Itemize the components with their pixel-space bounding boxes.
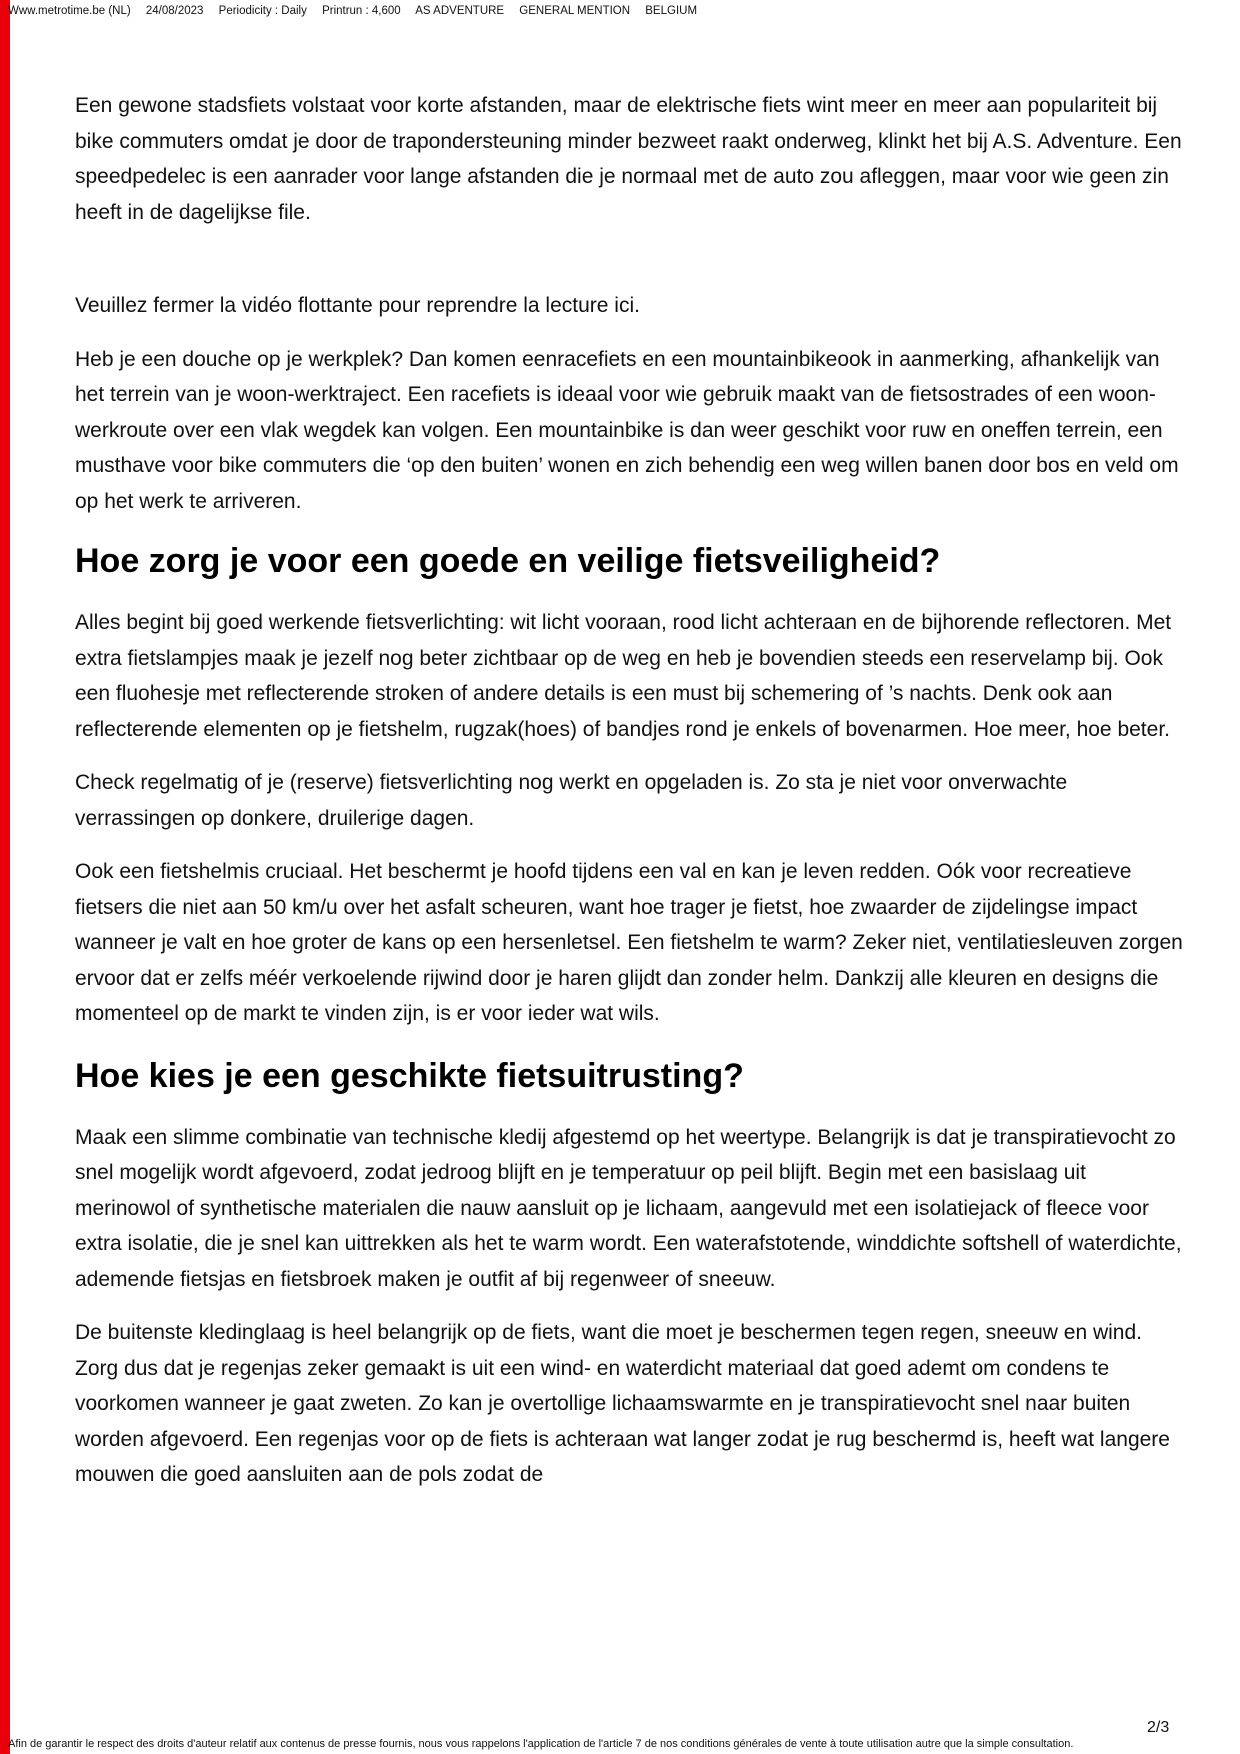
article-paragraph: Alles begint bij goed werkende fietsverlichting: wit licht vooraan, rood licht achteraan en de bijhorende reflectoren. Met extra fietslampjes maak je jezelf nog beter zichtbaar op de weg en heb je bovendien steeds een reservelamp bij. Ook een fluohesje met reflecterende stroken of andere details is een must bij schemering of ’s nachts. Denk ook aan reflecterende elementen op je fietshelm, rugzak(hoes) of bandjes rond je enkels of bovenarmen. Hoe meer, hoe beter. bbox=[75, 611, 1172, 741]
article-paragraph: Maak een slimme combinatie van technische kledij afgestemd op het weertype. Belangrijk is dat je transpiratievocht zo snel mogelijk wordt afgevoerd, zodat jedroog blijft en je temperatuur op peil blijft. Begin met een basislaag uit merinowol of synthetische materialen die nauw aansluit op je lichaam, aangevuld met een isolatiejack of fleece voor extra isolatie, die je snel kan uittrekken als het te warm wordt. Een waterafstotende, winddichte softshell of waterdichte, ademende fietsjas en fietsbroek maken je outfit af bij regenweer of sneeuw. bbox=[75, 1125, 1182, 1291]
copyright-disclaimer: Afin de garantir le respect des droits d'auteur relatif aux contenus de presse fournis, nous vous rappelons l'application de l'article 7 de nos conditions générales de vente à toute utilisation autre que la simple consultation. bbox=[8, 1738, 1074, 1750]
article-body bbox=[75, 88, 1185, 1493]
periodicity: Periodicity : Daily bbox=[218, 5, 307, 17]
article-paragraph: Heb je een douche op je werkplek? Dan komen eenracefiets en een mountainbikeook in aanmerking, afhankelijk van het terrein van je woon-werktraject. Een racefiets is ideaal voor wie gebruik maakt van de fietsostrades of een woon-werkroute over een vlak wegdek kan volgen. Een mountainbike is dan weer geschikt voor ruw en oneffen terrein, een musthave voor bike commuters die ‘op den buiten’ wonen en zich behendig een weg willen banen door bos en veld om op het werk te arriveren. bbox=[75, 347, 1179, 513]
article-paragraph: Check regelmatig of je (reserve) fietsverlichting nog werkt en opgeladen is. Zo sta je niet voor onverwachte verrassingen op donkere, druilerige dagen. bbox=[75, 771, 1068, 830]
section-heading: Hoe zorg je voor een goede en veilige fietsveiligheid? bbox=[75, 542, 941, 580]
page-number: 2/3 bbox=[1147, 1719, 1170, 1736]
publication-date: 24/08/2023 bbox=[145, 5, 204, 17]
section-heading: Hoe kies je een geschikte fietsuitrusting? bbox=[75, 1056, 744, 1095]
article-paragraph: Ook een fietshelmis cruciaal. Het beschermt je hoofd tijdens een val en kan je leven redden. Oók voor recreatieve fietsers die niet aan 50 km/u over het asfalt scheuren, want hoe trager je fietst, hoe zwaarder de zijdelingse impact wanneer je valt en hoe groter de kans op een hersenletsel. Een fietshelm te warm? Zeker niet, ventilatiesleuven zorgen ervoor dat er zelfs méér verkoelende rijwind door je haren glijdt dan zonder helm. Dankzij alle kleuren en designs die momenteel op de markt te vinden zijn, is er voor ieder wat wils. bbox=[75, 860, 1183, 1025]
press-clipping-header bbox=[8, 4, 709, 18]
article-paragraph: Een gewone stadsfiets volstaat voor korte afstanden, maar de elektrische fiets wint meer en meer aan populariteit bij bike commuters omdat je door de trapondersteuning minder bezweet raakt onderweg, klinkt het bij A.S. Adventure. Een speedpedelec is een aanrader voor lange afstanden die je normaal met de auto zou afleggen, maar voor wie geen zin heeft in de dagelijkse file. bbox=[75, 94, 1182, 224]
company-tag: AS ADVENTURE bbox=[415, 5, 505, 17]
country: BELGIUM bbox=[645, 5, 698, 17]
red-margin-bar bbox=[0, 0, 10, 1754]
article-paragraph: De buitenste kledinglaag is heel belangrijk op de fiets, want die moet je beschermen tegen regen, sneeuw en wind. Zorg dus dat je regenjas zeker gemaakt is uit een wind- en waterdicht materiaal dat goed ademt om condens te voorkomen wanneer je gaat zweten. Zo kan je overtollige lichaamswarmte en je transpiratievocht snel naar buiten worden afgevoerd. Een regenjas voor op de fiets is achteraan wat langer zodat je rug beschermd is, heeft wat langere mouwen die goed aansluiten aan de pols zodat de bbox=[75, 1321, 1170, 1486]
printrun: Printrun : 4,600 bbox=[322, 5, 401, 17]
source-url: Www.metrotime.be (NL) bbox=[8, 5, 131, 17]
video-notice: Veuillez fermer la vidéo flottante pour reprendre la lecture ici. bbox=[75, 294, 640, 317]
mention-type: GENERAL MENTION bbox=[519, 5, 631, 17]
